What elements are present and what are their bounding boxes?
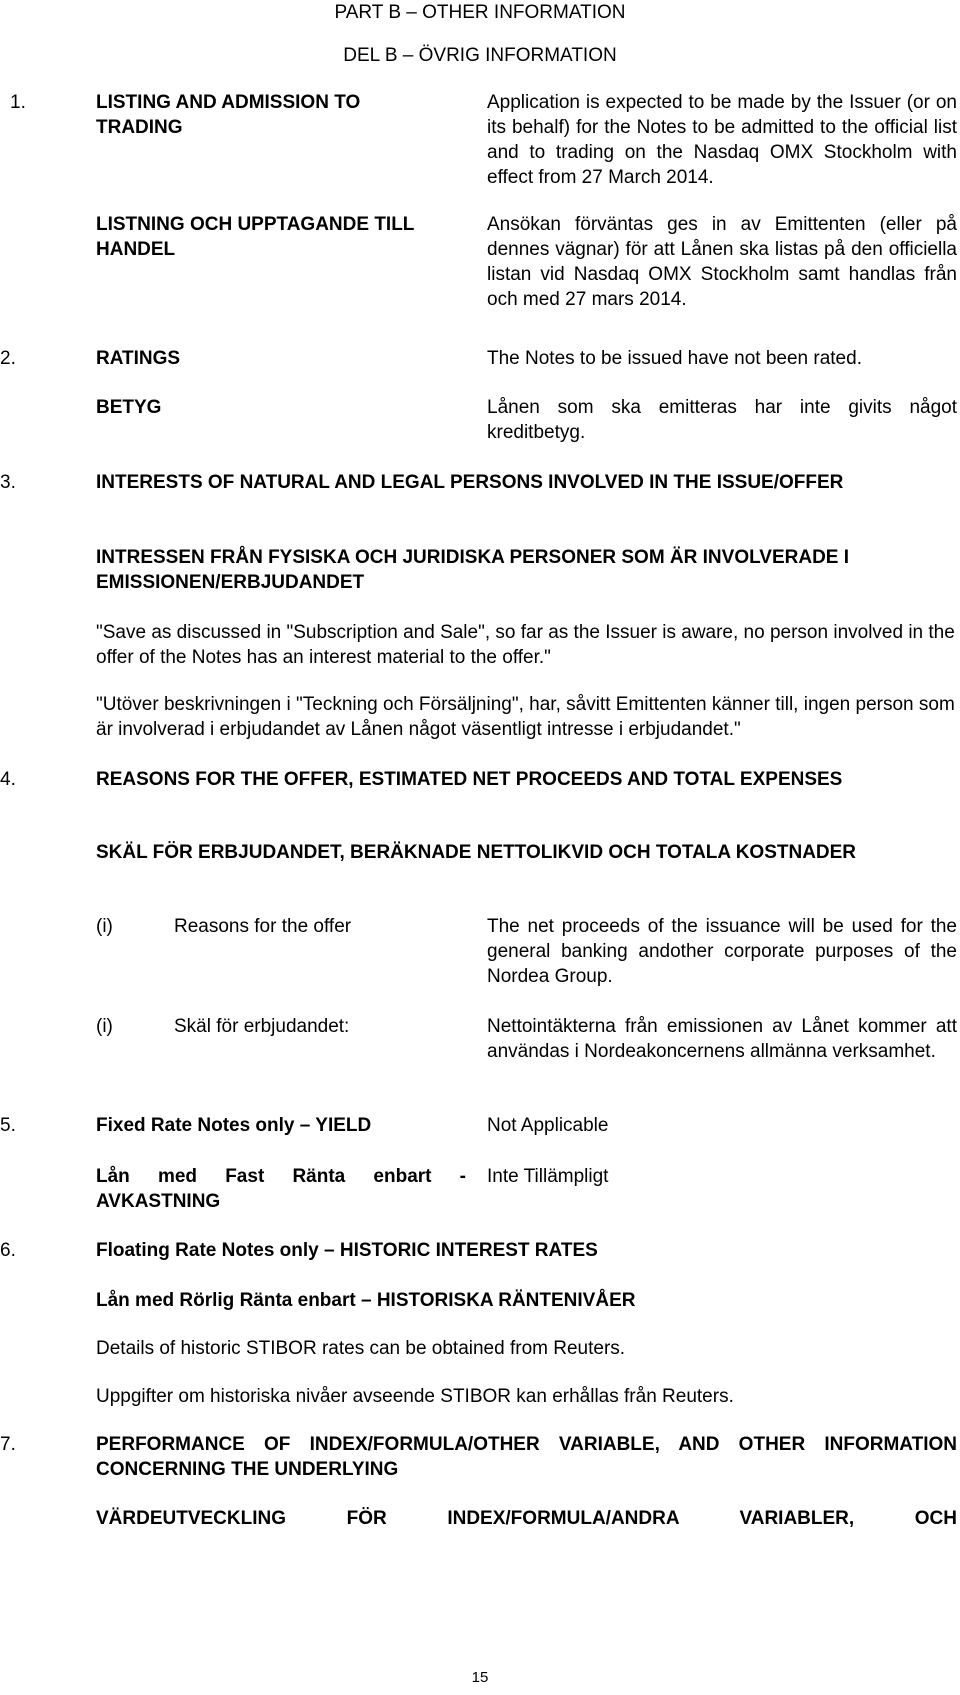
- section-4-item-value-swedish: Nettointäkterna från emissionen av Lånet kommer att användas i Nordeakoncernens allmänna verksamhet.: [487, 1016, 957, 1062]
- section-7-heading-swedish: VÄRDEUTVECKLING FÖR INDEX/FORMULA/ANDRA VARIABLER, OCH: [96, 1508, 957, 1529]
- section-3-heading: INTERESTS OF NATURAL AND LEGAL PERSONS INVOLVED IN THE ISSUE/OFFER: [96, 472, 844, 493]
- section-4-item-value: The net proceeds of the issuance will be used for the general banking andother corporate purposes of the Nordea Group.: [487, 916, 957, 987]
- section-1-number: 1.: [10, 92, 26, 113]
- page-title: PART B – OTHER INFORMATION: [334, 2, 626, 23]
- section-2-heading: RATINGS: [96, 348, 181, 369]
- section-6-body: Details of historic STIBOR rates can be obtained from Reuters.: [96, 1338, 626, 1359]
- section-4-number: 4.: [0, 769, 16, 790]
- section-7-number: 7.: [0, 1434, 16, 1455]
- section-4-heading: REASONS FOR THE OFFER, ESTIMATED NET PROCEEDS AND TOTAL EXPENSES: [96, 769, 843, 790]
- section-2-body-swedish: Lånen som ska emitteras har inte givits något kreditbetyg.: [487, 397, 957, 443]
- section-6-body-swedish: Uppgifter om historiska nivåer avseende STIBOR kan erhållas från Reuters.: [96, 1386, 734, 1407]
- section-3-heading-swedish: INTRESSEN FRÅN FYSISKA OCH JURIDISKA PERSONER SOM ÄR INVOLVERADE I EMISSIONEN/ERBJUDANDET: [96, 547, 850, 593]
- section-3-number: 3.: [0, 472, 16, 493]
- section-4-heading-swedish: SKÄL FÖR ERBJUDANDET, BERÄKNADE NETTOLIKVID OCH TOTALA KOSTNADER: [96, 842, 857, 863]
- section-6-number: 6.: [0, 1240, 16, 1261]
- section-2-heading-swedish: BETYG: [96, 397, 162, 418]
- section-5-value-swedish: Inte Tillämpligt: [487, 1166, 609, 1187]
- section-4-item-number-swedish: (i): [96, 1016, 113, 1037]
- page-title-swedish: DEL B – ÖVRIG INFORMATION: [343, 45, 617, 66]
- section-1-body: Application is expected to be made by the Issuer (or on its behalf) for the Notes to be admitted to the official list and to trading on the Nasdaq OMX Stockholm with effect from 27 March 2014.: [487, 92, 957, 188]
- section-2-body: The Notes to be issued have not been rated.: [487, 348, 862, 369]
- section-3-body: "Save as discussed in "Subscription and Sale", so far as the Issuer is aware, no person involved in the offer of the Notes has an interest material to the offer.": [96, 622, 955, 668]
- section-1-heading-swedish: LISTNING OCH UPPTAGANDE TILL HANDEL: [96, 214, 415, 260]
- section-4-item-number: (i): [96, 916, 113, 937]
- section-1-heading: LISTING AND ADMISSION TO TRADING: [96, 92, 361, 138]
- section-5-number: 5.: [0, 1115, 16, 1136]
- section-6-heading-swedish: Lån med Rörlig Ränta enbart – HISTORISKA RÄNTENIVÅER: [96, 1290, 636, 1311]
- section-5-heading: Fixed Rate Notes only – YIELD: [96, 1115, 372, 1136]
- section-5-heading-swedish: Lån med Fast Ränta enbart - AVKASTNING: [96, 1166, 466, 1212]
- section-7-heading: PERFORMANCE OF INDEX/FORMULA/OTHER VARIABLE, AND OTHER INFORMATION CONCERNING THE UNDERLYING: [96, 1434, 957, 1480]
- section-5-value: Not Applicable: [487, 1115, 609, 1136]
- section-3-body-swedish: "Utöver beskrivningen i "Teckning och Försäljning", har, såvitt Emittenten känner till, ingen person som är involverad i erbjudandet av Lånen något väsentligt intresse i erbjudandet.": [96, 694, 955, 740]
- section-6-heading: Floating Rate Notes only – HISTORIC INTEREST RATES: [96, 1240, 598, 1261]
- section-1-body-swedish: Ansökan förväntas ges in av Emittenten (eller på dennes vägnar) för att Lånen ska listas på den officiella listan vid Nasdaq OMX Stockholm samt handlas från och med 27 mars 2014.: [487, 214, 957, 310]
- page-number: 15: [471, 1669, 489, 1686]
- section-2-number: 2.: [0, 348, 16, 369]
- section-4-item-label-swedish: Skäl för erbjudandet:: [174, 1016, 350, 1037]
- section-4-item-label: Reasons for the offer: [174, 916, 352, 937]
